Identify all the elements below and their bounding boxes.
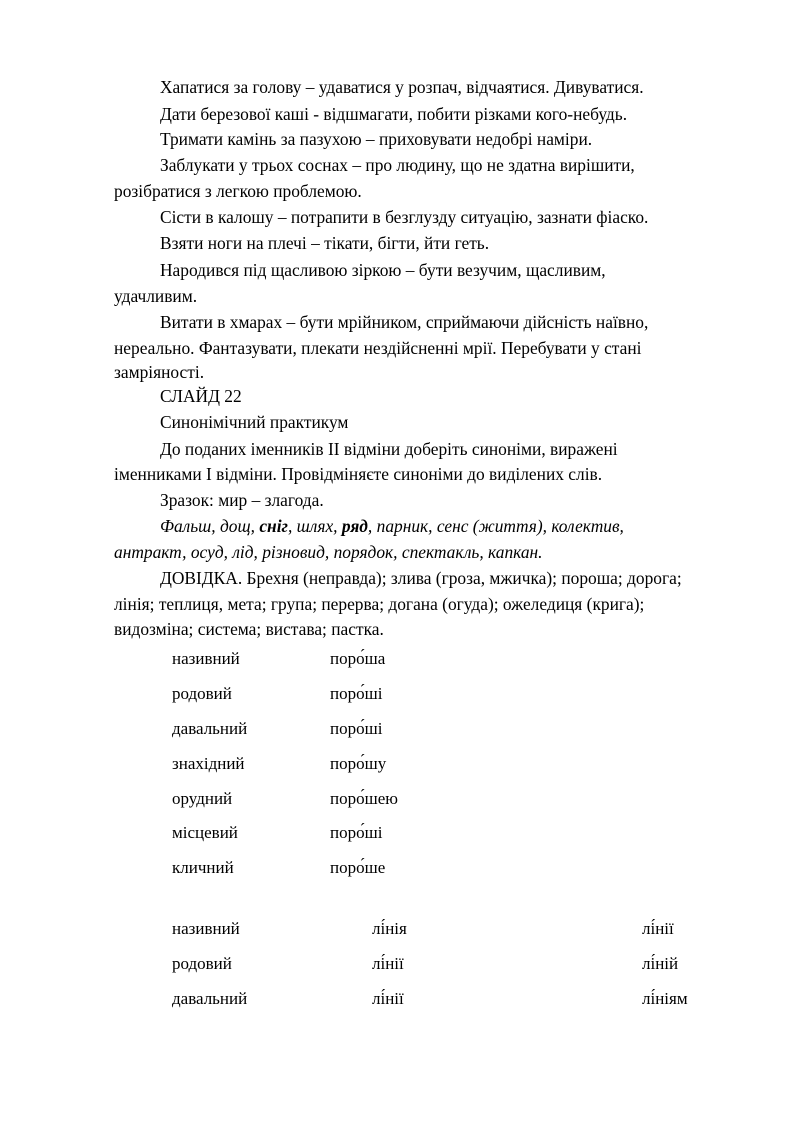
- paragraph-idiom-4-line-2: розібратися з легкою проблемою.: [114, 181, 362, 201]
- case-form: поро́шу: [330, 754, 387, 773]
- singular-form: лі́нії: [372, 989, 404, 1008]
- paragraph-idiom-8-line-3: замріяності.: [114, 362, 205, 382]
- task-line-2: іменниками І відміни. Провідміняєте синоніми до виділених слів.: [114, 464, 603, 484]
- case-form: поро́шею: [330, 789, 398, 808]
- reference-line-3: видозміна; система; вистава; пастка.: [114, 619, 384, 639]
- case-label: родовий: [172, 954, 232, 973]
- paragraph-idiom-1: Хапатися за голову – удаватися у розпач, відчаятися. Дивуватися.: [160, 77, 644, 97]
- case-form: поро́ші: [330, 823, 383, 842]
- word-list-line-2: антракт, осуд, лід, різновид, порядок, спектакль, капкан.: [114, 542, 543, 562]
- case-label: давальний: [172, 719, 248, 738]
- reference-line-2: лінія; теплиця, мета; група; перерва; догана (огуда); ожеледиця (крига);: [114, 594, 645, 614]
- task-line-1: До поданих іменників ІІ відміни доберіть синоніми, виражені: [160, 439, 618, 459]
- singular-form: лі́нія: [372, 919, 407, 938]
- plural-form: лі́ній: [642, 954, 679, 973]
- case-form: поро́ші: [330, 719, 383, 738]
- case-label: орудний: [172, 789, 233, 808]
- paragraph-idiom-4-line-1: Заблукати у трьох соснах – про людину, що не здатна вирішити,: [160, 155, 635, 175]
- case-label: називний: [172, 919, 240, 938]
- plural-form: лі́нії: [642, 919, 674, 938]
- word-list-part: Фальш, дощ,: [160, 516, 260, 536]
- case-label: називний: [172, 649, 240, 668]
- paragraph-idiom-7-line-2: удачливим.: [114, 286, 198, 306]
- sample-line: Зразок: мир – злагода.: [160, 490, 324, 510]
- word-list-part: , шлях,: [287, 516, 342, 536]
- paragraph-idiom-8-line-2: нереально. Фантазувати, плекати нездійсненні мрії. Перебувати у стані: [114, 338, 642, 358]
- case-form: поро́ші: [330, 684, 383, 703]
- word-list-line-1: [160, 513, 624, 539]
- case-label: знахідний: [172, 754, 245, 773]
- highlighted-word-snig: сніг: [259, 516, 288, 536]
- practicum-heading: Синонімічний практикум: [160, 412, 349, 432]
- word-list-part: , парник, сенс (життя), колектив,: [367, 516, 624, 536]
- reference-line-1: ДОВІДКА. Брехня (неправда); злива (гроза, мжичка); пороша; дорога;: [160, 568, 682, 588]
- paragraph-idiom-7-line-1: Народився під щасливою зіркою – бути везучим, щасливим,: [160, 260, 606, 280]
- plural-form: лі́ніям: [642, 989, 688, 1008]
- paragraph-idiom-8-line-1: Витати в хмарах – бути мрійником, сприймаючи дійсність наївно,: [160, 312, 649, 332]
- highlighted-word-ryad: ряд: [341, 516, 368, 536]
- paragraph-idiom-6: Взяти ноги на плечі – тікати, бігти, йти геть.: [160, 233, 490, 253]
- paragraph-idiom-2: Дати березової каші - відшмагати, побити різками кого-небудь.: [160, 104, 628, 124]
- singular-form: лі́нії: [372, 954, 404, 973]
- case-form: поро́ше: [330, 858, 386, 877]
- slide-heading: СЛАЙД 22: [160, 386, 242, 406]
- case-label: кличний: [172, 858, 234, 877]
- case-form: поро́ша: [330, 649, 386, 668]
- case-label: родовий: [172, 684, 232, 703]
- paragraph-idiom-5: Сісти в калошу – потрапити в безглузду ситуацію, зазнати фіаско.: [160, 207, 649, 227]
- case-label: давальний: [172, 989, 248, 1008]
- paragraph-idiom-3: Тримати камінь за пазухою – приховувати недобрі наміри.: [160, 129, 593, 149]
- case-label: місцевий: [172, 823, 238, 842]
